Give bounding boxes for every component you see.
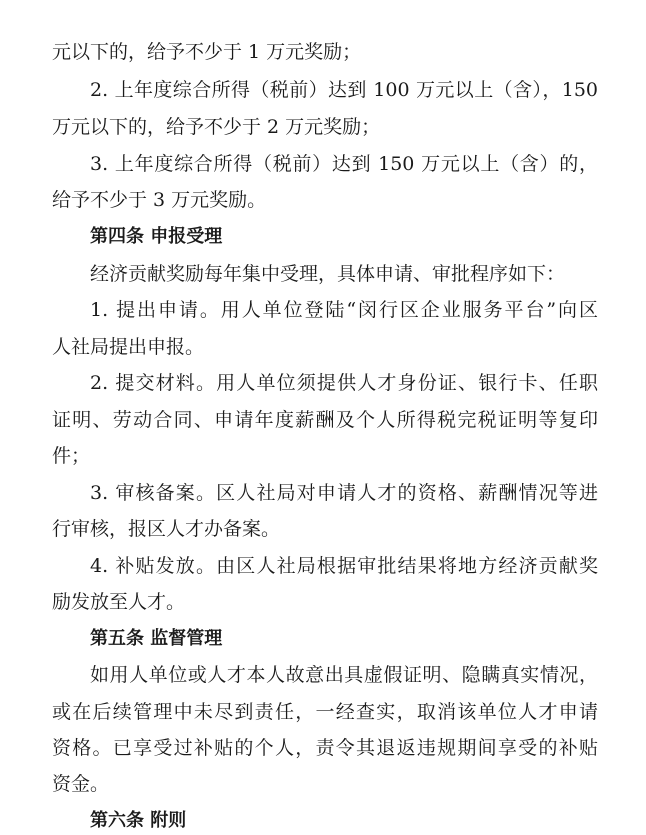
text-line: 人社局提出申报。 xyxy=(52,336,205,358)
text-line: 万元以下的，给予不少于 2 万元奖励； xyxy=(52,116,381,138)
text-line: 或在后续管理中未尽到责任，一经查实，取消该单位人才申请 xyxy=(52,701,598,723)
text-line: 资格。已享受过补贴的个人，责令其退返违规期间享受的补贴 xyxy=(52,737,598,759)
text-line: 经济贡献奖励每年集中受理，具体申请、审批程序如下： xyxy=(90,263,566,285)
text-line: 3. 审核备案。区人社局对申请人才的资格、薪酬情况等进 xyxy=(90,482,598,504)
section-heading-6: 第六条 附则 xyxy=(90,810,187,831)
text-line: 4. 补贴发放。由区人社局根据审批结果将地方经济贡献奖 xyxy=(90,555,598,577)
section-heading-4: 第四条 申报受理 xyxy=(90,226,223,247)
text-line: 1. 提出申请。用人单位登陆“闵行区企业服务平台”向区 xyxy=(90,299,598,321)
text-line: 证明、劳动合同、申请年度薪酬及个人所得税完税证明等复印 xyxy=(52,409,598,431)
text-line: 如用人单位或人才本人故意出具虚假证明、隐瞒真实情况， xyxy=(90,664,598,686)
text-line: 2. 提交材料。用人单位须提供人才身份证、银行卡、任职 xyxy=(90,372,598,394)
text-line: 励发放至人才。 xyxy=(52,591,186,613)
text-line: 资金。 xyxy=(52,773,110,795)
text-line: 给予不少于 3 万元奖励。 xyxy=(52,189,267,211)
text-line: 元以下的，给予不少于 1 万元奖励； xyxy=(52,41,362,63)
text-line: 件； xyxy=(52,445,91,467)
text-line: 2. 上年度综合所得（税前）达到 100 万元以上（含），150 xyxy=(90,79,598,101)
section-heading-5: 第五条 监督管理 xyxy=(90,628,223,649)
text-line: 行审核，报区人才办备案。 xyxy=(52,518,281,540)
text-line: 3. 上年度综合所得（税前）达到 150 万元以上（含）的， xyxy=(90,153,598,175)
